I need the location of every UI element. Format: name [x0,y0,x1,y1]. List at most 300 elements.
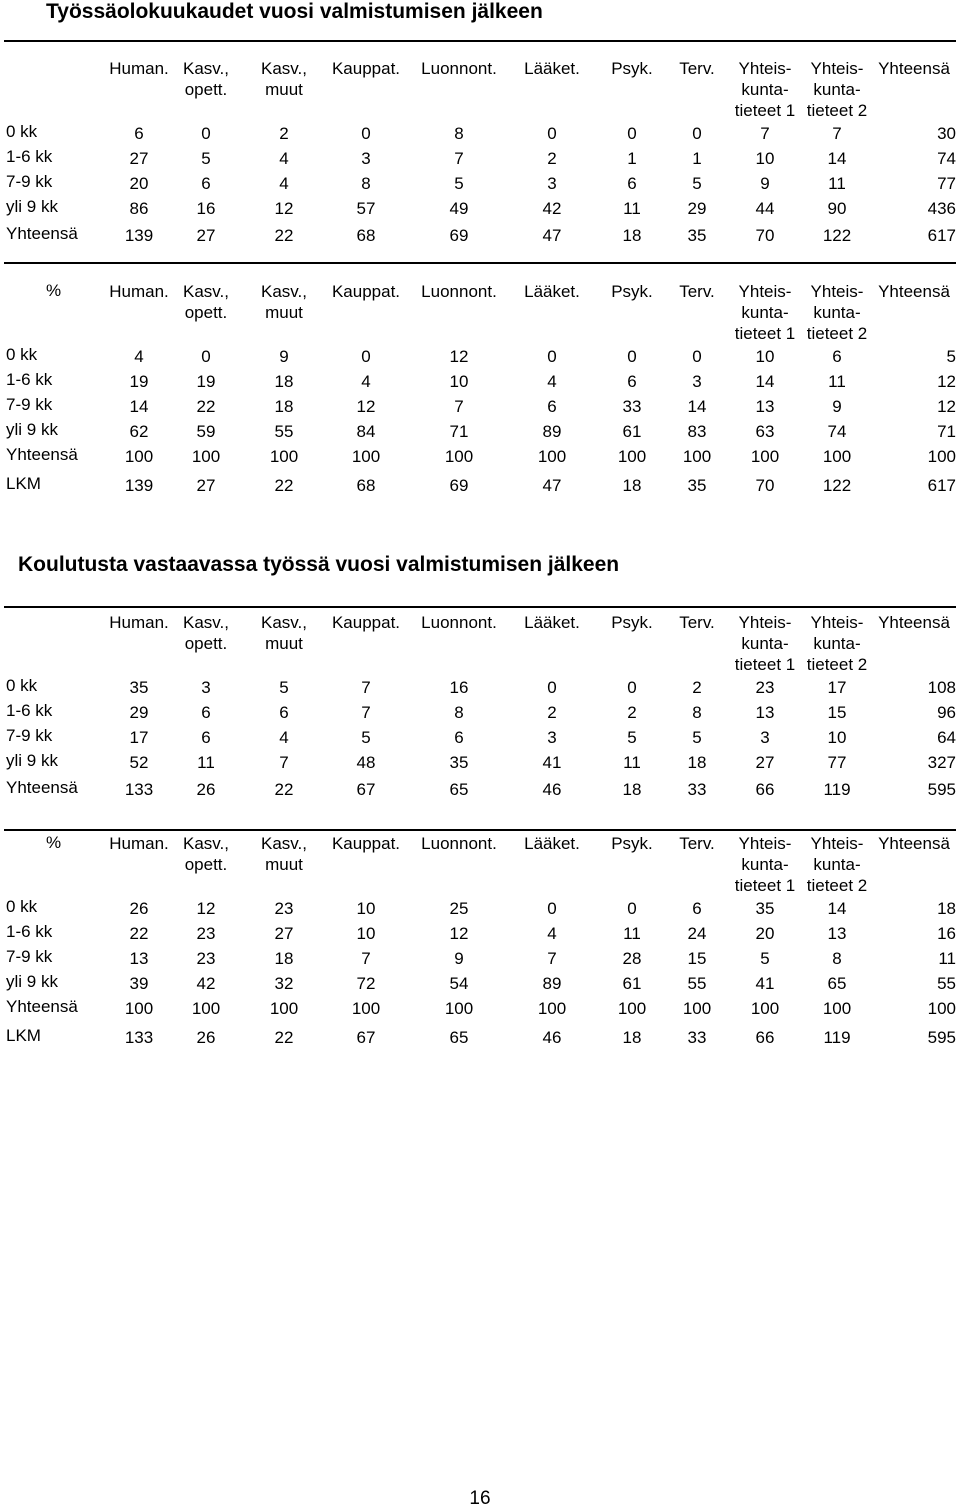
column-header-line: opett. [184,855,228,874]
table-cell: 71 [449,422,469,441]
table-cell: 12 [274,199,294,218]
table-cell: 3 [760,728,770,747]
table-cell: 5 [760,949,770,968]
table-cell: 22 [129,924,149,943]
table-cell: 5 [361,728,371,747]
column-header-line: Kasv., [183,282,229,301]
percent-marker: % [46,281,62,300]
column-header-line: Kauppat. [331,282,401,301]
table-cell: 22 [274,1028,294,1047]
row-label: 7-9 kk [6,726,53,745]
table-cell: 24 [687,924,707,943]
table-cell: 9 [760,174,770,193]
row-label: 1-6 kk [6,922,53,941]
table-cell: 44 [755,199,775,218]
table-cell: 595 [927,780,956,799]
table-cell: 6 [201,703,211,722]
table-cell: 10 [356,924,376,943]
table-cell: 61 [622,422,642,441]
table-cell: 14 [827,899,847,918]
table-cell: 74 [937,149,956,168]
table-cell: 122 [822,476,852,495]
table-cell: 100 [682,447,712,466]
column-header-line: tieteet 1 [734,324,796,343]
table-cell: 100 [537,447,567,466]
table-cell: 20 [129,174,149,193]
table-cell: 0 [201,347,211,366]
table-cell: 35 [755,899,775,918]
table-cell: 68 [356,226,376,245]
column-header-line: Lääket. [524,834,580,853]
table-cell: 0 [547,899,557,918]
section-divider [4,606,956,608]
table-cell: 139 [124,476,154,495]
table-cell: 18 [937,899,956,918]
table-cell: 69 [449,476,469,495]
table-cell: 7 [279,753,289,772]
table-cell: 22 [196,397,216,416]
table-cell: 68 [356,476,376,495]
table-cell: 5 [454,174,464,193]
table-cell: 6 [832,347,842,366]
table-cell: 1 [627,149,637,168]
table-cell: 83 [687,422,707,441]
table-cell: 10 [755,347,775,366]
column-header-line: Kasv., [183,613,229,632]
table-cell: 8 [692,703,702,722]
table-cell: 6 [279,703,289,722]
table-cell: 14 [129,397,149,416]
table-cell: 54 [449,974,469,993]
table-cell: 27 [129,149,149,168]
table-cell: 23 [196,924,216,943]
table-cell: 595 [927,1028,956,1047]
table-cell: 100 [444,447,474,466]
table-cell: 12 [449,924,469,943]
column-header-line: kunta- [741,80,789,99]
table-cell: 9 [832,397,842,416]
table-cell: 3 [547,174,557,193]
table-cell: 18 [622,780,642,799]
column-header-line: kunta- [741,634,789,653]
row-label: 1-6 kk [6,147,53,166]
table-cell: 2 [547,703,557,722]
table-cell: 70 [755,476,775,495]
table-cell: 0 [692,124,702,143]
column-header-line: Kasv., [261,613,307,632]
table-cell: 15 [687,949,707,968]
table-cell: 11 [828,174,846,193]
column-header-line: Yhteensä [878,834,950,853]
column-header-line: Luonnont. [421,834,497,853]
table-cell: 617 [927,226,956,245]
table-cell: 48 [356,753,376,772]
table-cell: 0 [547,678,557,697]
column-header-line: tieteet 2 [806,876,868,895]
column-header [870,281,958,302]
column-header-line: Psyk. [611,59,653,78]
column-header-line: kunta- [813,634,861,653]
table-cell: 33 [622,397,642,416]
table-cell: 39 [129,974,149,993]
table-cell: 27 [196,226,216,245]
table-cell: 0 [627,899,637,918]
table-cell: 100 [750,447,780,466]
table-cell: 35 [687,476,707,495]
table-cell: 72 [356,974,376,993]
table-cell: 5 [201,149,211,168]
column-header-line: Kauppat. [331,613,401,632]
table-cell: 15 [827,703,847,722]
table-cell: 67 [356,1028,376,1047]
column-header [669,58,725,79]
table-cell: 18 [274,949,294,968]
table-cell: 14 [755,372,775,391]
table-cell: 4 [279,149,289,168]
table-cell: 9 [454,949,464,968]
column-header-line: tieteet 2 [806,324,868,343]
table-cell: 100 [822,999,852,1018]
table-cell: 7 [454,149,464,168]
table-cell: 4 [361,372,371,391]
table-cell: 2 [692,678,702,697]
column-header-line: Luonnont. [421,613,497,632]
table-cell: 42 [542,199,562,218]
column-header-line: Terv. [679,59,715,78]
table-cell: 6 [134,124,144,143]
table-cell: 2 [547,149,557,168]
table-cell: 67 [356,780,376,799]
table-cell: 4 [547,924,557,943]
table-cell: 11 [197,753,215,772]
table-cell: 66 [755,780,775,799]
table-cell: 49 [449,199,469,218]
table-cell: 8 [361,174,371,193]
percent-marker: % [46,833,62,852]
column-header-line: Yhteensä [878,613,950,632]
column-header-line: Yhteis- [810,59,864,78]
table-cell: 5 [946,347,956,366]
table-cell: 617 [927,476,956,495]
table-cell: 89 [542,974,562,993]
column-header [727,281,803,344]
row-label: Yhteensä [6,445,78,464]
column-header [517,833,587,854]
table-cell: 16 [196,199,216,218]
row-label: 7-9 kk [6,947,53,966]
table-cell: 0 [627,124,637,143]
column-header-line: opett. [184,634,228,653]
table-cell: 100 [444,999,474,1018]
table-cell: 69 [449,226,469,245]
table-cell: 108 [927,678,956,697]
table-cell: 65 [827,974,847,993]
table-cell: 6 [201,174,211,193]
table-cell: 84 [356,422,376,441]
table-cell: 18 [274,397,294,416]
table-cell: 7 [832,124,842,143]
column-header [252,281,316,323]
row-label: yli 9 kk [6,751,58,770]
column-header-line: muut [265,80,303,99]
table-cell: 55 [274,422,294,441]
section-divider [4,40,956,42]
table-cell: 8 [454,124,464,143]
table-cell: 100 [750,999,780,1018]
table-cell: 11 [938,949,956,968]
column-header-line: Psyk. [611,282,653,301]
table-cell: 16 [937,924,956,943]
table-cell: 100 [191,447,221,466]
table-cell: 89 [542,422,562,441]
column-header [174,281,238,323]
table-cell: 100 [822,447,852,466]
column-header [252,612,316,654]
table-cell: 74 [827,422,847,441]
table-cell: 4 [547,372,557,391]
table-cell: 436 [927,199,956,218]
table-cell: 23 [755,678,775,697]
table-cell: 27 [274,924,294,943]
column-header-line: opett. [184,303,228,322]
table-cell: 12 [937,372,956,391]
column-header [669,833,725,854]
column-header-line: Kasv., [261,834,307,853]
table-cell: 46 [542,780,562,799]
table-cell: 12 [449,347,469,366]
table-cell: 27 [755,753,775,772]
row-label: 7-9 kk [6,395,53,414]
column-header-line: tieteet 2 [806,655,868,674]
table-cell: 65 [449,780,469,799]
row-label: LKM [6,1026,41,1045]
table-cell: 18 [622,1028,642,1047]
column-header [102,612,176,633]
section-title: Koulutusta vastaavassa työssä vuosi valmistumisen jälkeen [18,553,620,576]
column-header [604,281,660,302]
column-header [102,833,176,854]
table-cell: 18 [622,476,642,495]
column-header [604,612,660,633]
table-cell: 77 [937,174,956,193]
column-header-line: kunta- [813,303,861,322]
column-header-line: Psyk. [611,834,653,853]
table-cell: 5 [279,678,289,697]
table-cell: 3 [201,678,211,697]
table-cell: 35 [687,226,707,245]
table-cell: 26 [129,899,149,918]
column-header-line: Human. [109,834,169,853]
table-cell: 4 [279,174,289,193]
table-cell: 22 [274,476,294,495]
table-cell: 2 [279,124,289,143]
table-cell: 0 [627,678,637,697]
column-header-line: Yhteis- [810,834,864,853]
table-cell: 29 [129,703,149,722]
table-cell: 96 [937,703,956,722]
table-cell: 100 [927,447,956,466]
column-header-line: Luonnont. [421,59,497,78]
table-cell: 86 [129,199,149,218]
row-label: 0 kk [6,897,38,916]
column-header [102,58,176,79]
table-cell: 19 [196,372,216,391]
table-cell: 10 [449,372,469,391]
table-cell: 12 [356,397,376,416]
table-cell: 7 [454,397,464,416]
table-cell: 100 [124,447,154,466]
column-header-line: opett. [184,80,228,99]
column-header [870,612,958,633]
row-label: yli 9 kk [6,420,58,439]
column-header-line: Yhteensä [878,59,950,78]
column-header [669,612,725,633]
column-header [727,612,803,675]
table-cell: 22 [274,226,294,245]
table-cell: 33 [687,780,707,799]
column-header-line: Kasv., [261,59,307,78]
column-header-line: Yhteis- [810,613,864,632]
table-cell: 14 [827,149,847,168]
table-cell: 6 [201,728,211,747]
row-label: 7-9 kk [6,172,53,191]
column-header [870,833,958,854]
table-cell: 23 [196,949,216,968]
table-cell: 0 [547,347,557,366]
table-cell: 66 [755,1028,775,1047]
column-header-line: Lääket. [524,282,580,301]
table-cell: 8 [832,949,842,968]
table-cell: 6 [627,372,637,391]
table-cell: 25 [449,899,469,918]
column-header-line: Terv. [679,282,715,301]
column-header [517,281,587,302]
column-header [604,58,660,79]
column-header [324,612,408,633]
column-header-line: Yhteensä [878,282,950,301]
table-cell: 11 [623,924,641,943]
table-cell: 100 [269,447,299,466]
table-cell: 35 [129,678,149,697]
table-cell: 13 [755,703,775,722]
table-cell: 62 [129,422,149,441]
column-header-line: Kauppat. [331,834,401,853]
table-cell: 6 [454,728,464,747]
table-cell: 100 [682,999,712,1018]
column-header [324,833,408,854]
table-cell: 100 [927,999,956,1018]
column-header-line: Luonnont. [421,282,497,301]
table-cell: 7 [361,678,371,697]
row-label: 0 kk [6,122,38,141]
table-cell: 64 [937,728,956,747]
table-cell: 26 [196,1028,216,1047]
table-cell: 327 [927,753,956,772]
table-cell: 100 [351,447,381,466]
table-cell: 2 [627,703,637,722]
column-header-line: Kauppat. [331,59,401,78]
table-cell: 52 [129,753,149,772]
table-cell: 42 [196,974,216,993]
table-cell: 30 [937,124,956,143]
table-cell: 9 [279,347,289,366]
column-header [799,612,875,675]
column-header-line: Human. [109,59,169,78]
page-number: 16 [469,1488,491,1509]
column-header-line: Kasv., [183,834,229,853]
table-cell: 1 [692,149,702,168]
table-cell: 33 [687,1028,707,1047]
table-cell: 122 [822,226,852,245]
column-header [870,58,958,79]
column-header-line: Lääket. [524,59,580,78]
table-cell: 133 [124,1028,154,1047]
column-header [799,833,875,896]
table-cell: 133 [124,780,154,799]
table-cell: 71 [937,422,956,441]
column-header-line: kunta- [741,855,789,874]
table-cell: 19 [129,372,149,391]
table-cell: 5 [692,728,702,747]
table-cell: 28 [622,949,642,968]
table-cell: 46 [542,1028,562,1047]
table-cell: 139 [124,226,154,245]
table-cell: 14 [687,397,707,416]
row-label: 1-6 kk [6,701,53,720]
column-header [799,281,875,344]
table-cell: 32 [274,974,294,993]
row-label: 1-6 kk [6,370,53,389]
column-header-line: Yhteis- [738,613,792,632]
column-header [727,833,803,896]
column-header [727,58,803,121]
table-cell: 59 [196,422,216,441]
column-header-line: Yhteis- [810,282,864,301]
row-label: LKM [6,474,41,493]
column-header [174,833,238,875]
table-cell: 7 [361,949,371,968]
table-cell: 7 [361,703,371,722]
column-header [252,58,316,100]
column-header [324,58,408,79]
column-header-line: kunta- [813,80,861,99]
row-label: Yhteensä [6,778,78,797]
table-cell: 100 [537,999,567,1018]
column-header [102,281,176,302]
section-divider [4,262,956,264]
table-cell: 41 [755,974,775,993]
table-cell: 100 [617,999,647,1018]
column-header [604,833,660,854]
column-header [517,612,587,633]
table-cell: 7 [547,949,557,968]
table-cell: 16 [449,678,469,697]
table-cell: 4 [134,347,144,366]
table-cell: 6 [692,899,702,918]
row-label: Yhteensä [6,997,78,1016]
table-cell: 90 [827,199,847,218]
table-cell: 35 [449,753,469,772]
column-header-line: Kasv., [261,282,307,301]
column-header [799,58,875,121]
table-cell: 0 [692,347,702,366]
table-cell: 70 [755,226,775,245]
table-cell: 100 [124,999,154,1018]
column-header-line: Yhteis- [738,282,792,301]
column-header [669,281,725,302]
table-cell: 0 [201,124,211,143]
table-cell: 0 [361,347,371,366]
